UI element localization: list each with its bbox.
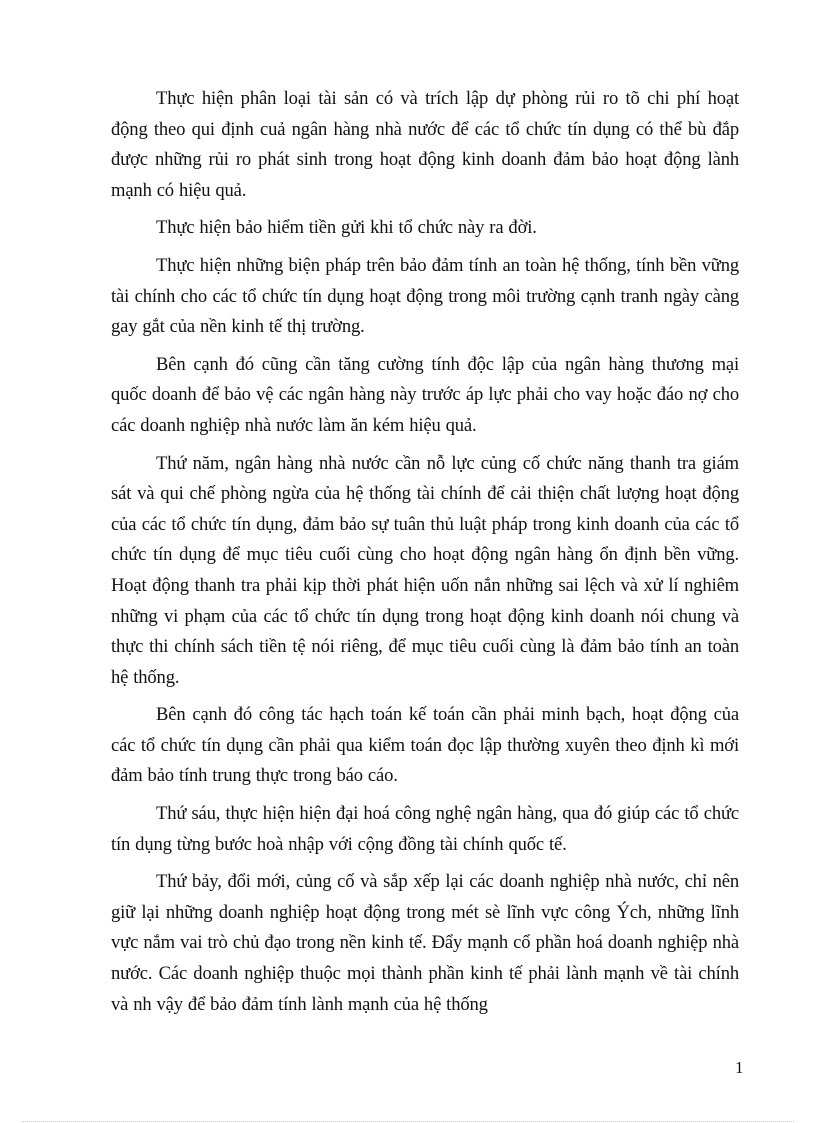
paragraph-sixth-modernization: Thứ sáu, thực hiện hiện đại hoá công nghệ ngân hàng, qua đó giúp các tổ chức tín dụng từng bước hoà nhập với cộng đồng tài chính quốc tế. [111, 803, 739, 855]
paragraph-bank-independence: Bên cạnh đó cũng cần tăng cường tính độc lập của ngân hàng thương mại quốc doanh để bảo vệ các ngân hàng này trước áp lực phải cho vay hoặc đáo nợ cho các doanh nghiệp nhà nước làm ăn kém hiệu quả. [111, 353, 739, 436]
paragraph-accounting-audit: Bên cạnh đó công tác hạch toán kế toán cần phải minh bạch, hoạt động của các tổ chức tín dụng cần phải qua kiểm toán đọc lập thường xuyên theo định kì mới đảm bảo tính trung thực trong báo cáo. [111, 704, 739, 787]
paragraph-asset-classification: Thực hiện phân loại tài sản có và trích lập dự phòng rủi ro tõ chi phí hoạt động theo qui định cuả ngân hàng nhà nước để các tổ chức tín dụng có thể bù đắp được những rủi ro phát sinh trong hoạt động kinh doanh đảm bảo hoạt động lành mạnh có hiệu quả. [111, 88, 739, 201]
page-number: 1 [735, 1058, 744, 1077]
paragraph-deposit-insurance: Thực hiện bảo hiểm tiền gửi khi tổ chức này ra đời. [156, 217, 537, 239]
document-body [111, 84, 739, 1027]
paragraph-system-safety: Thực hiện những biện pháp trên bảo đảm tính an toàn hệ thống, tính bền vững tài chính cho các tổ chức tín dụng hoạt động trong môi trường cạnh tranh ngày càng gay gắt của nền kinh tế thị trường. [111, 254, 739, 338]
paragraph-fifth-supervision: Thứ năm, ngân hàng nhà nước cần nỗ lực củng cố chức năng thanh tra giám sát và qui chế phòng ngừa của hệ thống tài chính để cải thiện chất lượng hoạt động của các tổ chức tín dụng, đảm bảo sự tuân thủ luật pháp trong kinh doanh của các tổ chức tín dụng để mục tiêu cuối cùng cho hoạt động ngân hàng ổn định bền vững. Hoạt động thanh tra phải kịp thời phát hiện uốn nắn những sai lệch và xử lí nghiêm những vi phạm của các tổ chức tín dụng trong hoạt động kinh doanh nói chung và thực thi chính sách tiền tệ nói riêng, để mục tiêu cuối cùng là đảm bảo tính an toàn hệ thống. [111, 452, 739, 688]
page-bottom-divider [22, 1121, 794, 1122]
paragraph-seventh-enterprise-reform: Thứ bảy, đổi mới, củng cố và sắp xếp lại các doanh nghiệp nhà nước, chỉ nên giữ lại những doanh nghiệp hoạt động trong mét sè lĩnh vực công Ých, những lĩnh vực nắm vai trò chủ đạo trong nền kinh tế. Đẩy mạnh cổ phần hoá doanh nghiệp nhà nước. Các doanh nghiệp thuộc mọi thành phần kinh tế phải lành mạnh về tài chính và nh vậy để bảo đảm tính lành mạnh của hệ thống [111, 871, 739, 1015]
